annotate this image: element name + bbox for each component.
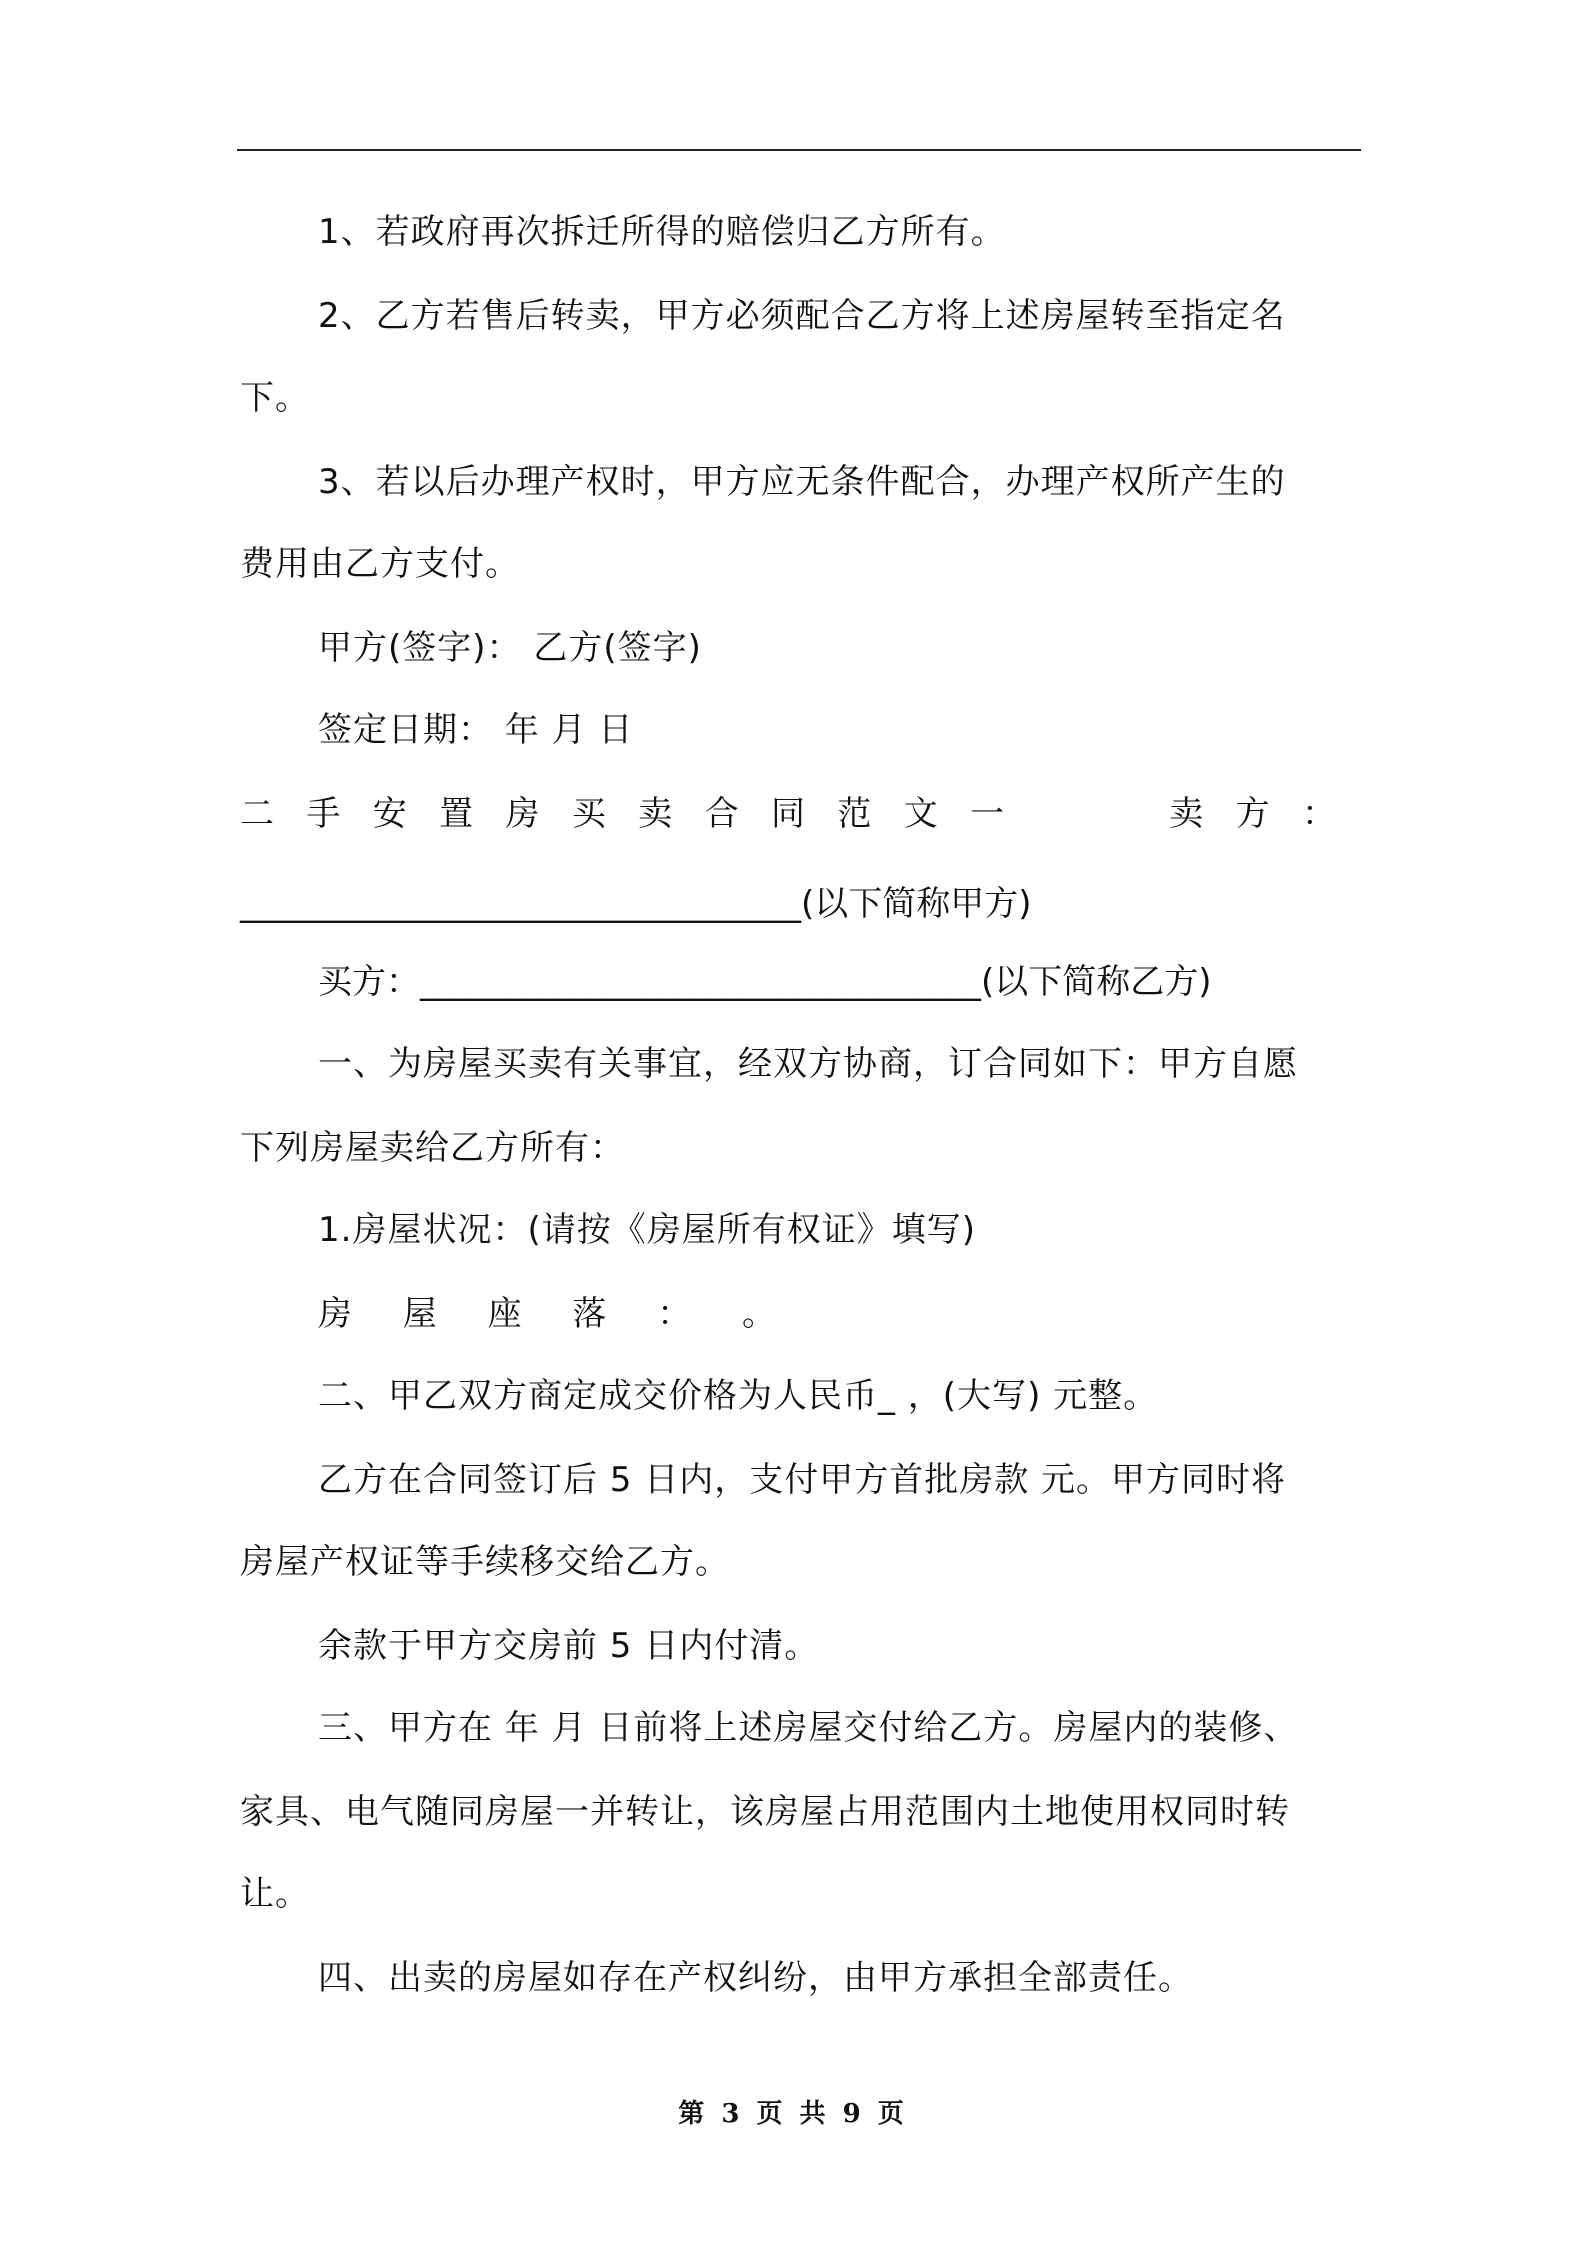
clause-3: 3、若以后办理产权时，甲方应无条件配合，办理产权所产生的 — [318, 462, 1286, 502]
title-char: 方 — [1235, 794, 1270, 834]
title-char: 一 — [970, 794, 1005, 834]
payment-first-cont: 房屋产权证等手续移交给乙方。 — [240, 1542, 730, 1582]
title-char: 卖 — [1169, 794, 1204, 834]
section-4: 四、出卖的房屋如存在产权纠纷，由甲方承担全部责任。 — [318, 1958, 1193, 1998]
contract-title-line — [240, 794, 1336, 834]
section-2: 二、甲乙双方商定成交价格为人民币_ ，(大写) 元整。 — [318, 1376, 1159, 1416]
sign-date-line: 签定日期： 年 月 日 — [318, 710, 634, 750]
title-char: 手 — [306, 794, 341, 834]
section-3-cont: 家具、电气随同房屋一并转让，该房屋占用范围内土地使用权同时转 — [240, 1792, 1290, 1832]
title-char: 置 — [439, 794, 474, 834]
clause-2: 2、乙方若售后转卖，甲方必须配合乙方将上述房屋转至指定名 — [318, 296, 1286, 336]
title-char: 文 — [903, 794, 938, 834]
section-3-end: 让。 — [240, 1874, 310, 1914]
title-char: 安 — [372, 794, 407, 834]
title-gap — [1103, 794, 1137, 834]
title-char: 同 — [771, 794, 805, 834]
property-location: 房 屋 座 落 ： 。 — [318, 1294, 797, 1334]
payment-first: 乙方在合同签订后 5 日内，支付甲方首批房款 元。甲方同时将 — [318, 1460, 1287, 1500]
title-char: 买 — [571, 794, 606, 834]
property-status: 1.房屋状况：(请按《房屋所有权证》填写) — [318, 1210, 976, 1250]
header-rule — [237, 149, 1361, 151]
title-char: 卖 — [638, 794, 673, 834]
payment-balance: 余款于甲方交房前 5 日内付清。 — [318, 1626, 820, 1666]
signature-line: 甲方(签字)： 乙方(签字) — [318, 628, 702, 668]
section-1-cont: 下列房屋卖给乙方所有： — [240, 1128, 625, 1168]
clause-1: 1、若政府再次拆迁所得的赔偿归乙方所有。 — [318, 212, 1006, 252]
clause-3-cont: 费用由乙方支付。 — [240, 544, 520, 584]
buyer-line: 买方：_________________________________(以下简称乙方) — [318, 962, 1212, 1002]
section-3: 三、甲方在 年 月 日前将上述房屋交付给乙方。房屋内的装修、 — [318, 1708, 1299, 1748]
title-char: ： — [1302, 794, 1336, 834]
seller-blank-line: _________________________________(以下简称甲方) — [240, 884, 1032, 924]
title-char: 合 — [704, 794, 739, 834]
page-number: 第 3 页 共 9 页 — [678, 2099, 908, 2129]
clause-2-cont: 下。 — [240, 378, 310, 418]
title-char: 二 — [240, 794, 274, 834]
section-1: 一、为房屋买卖有关事宜，经双方协商，订合同如下：甲方自愿 — [318, 1044, 1298, 1084]
title-gap — [1037, 794, 1071, 834]
title-char: 范 — [837, 794, 872, 834]
title-char: 房 — [505, 794, 540, 834]
